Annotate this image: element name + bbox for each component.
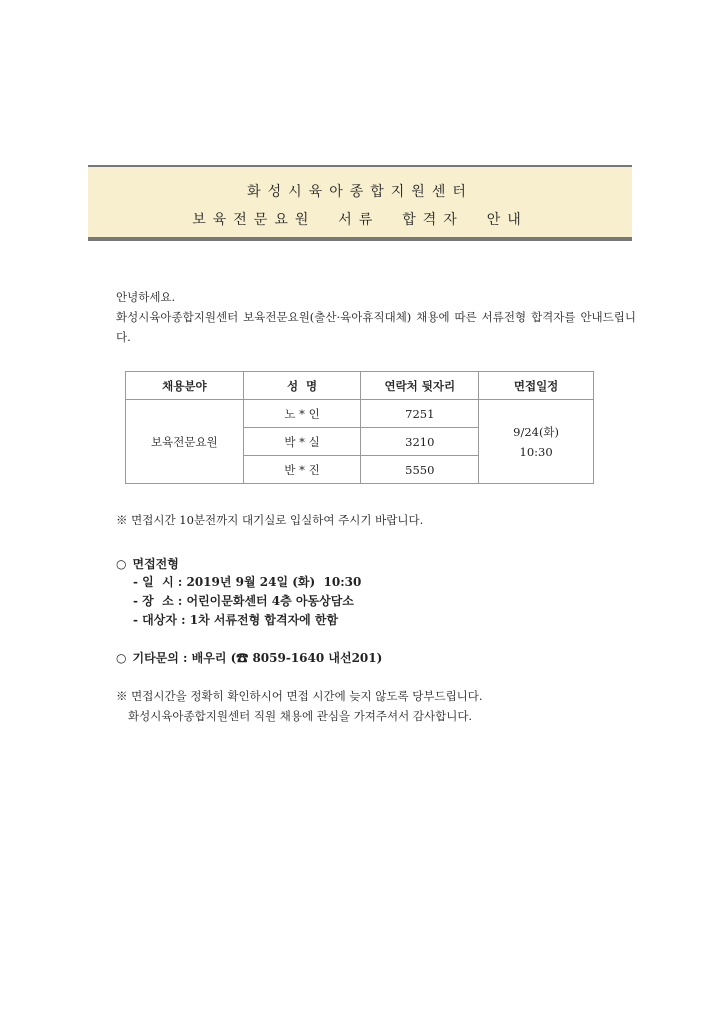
header-field: 채용분야 [126,372,244,400]
cell-phone: 5550 [361,456,479,484]
interview-section-heading [116,555,179,572]
cell-field: 보육전문요원 [126,400,244,484]
circle-bullet-icon: ○ [116,651,127,665]
cell-name: 박 * 실 [243,428,361,456]
arrival-notice: ※ 면접시간 10분전까지 대기실로 입실하여 주시기 바랍니다. [116,513,424,527]
footer-notice: ※ 면접시간을 정확히 확인하시어 면접 시간에 늦지 않도록 당부드립니다. [116,689,483,703]
cell-name: 반 * 진 [243,456,361,484]
footer-thanks: 화성시육아종합지원센터 직원 채용에 관심을 가져주셔서 감사합니다. [128,709,473,723]
cell-phone: 3210 [361,428,479,456]
interview-target-line: - 대상자 : 1차 서류전형 합격자에 한함 [133,613,339,627]
applicant-table [125,371,594,484]
title-line-2: 보육전문요원 서류 합격자 안내 [192,212,528,228]
title-line-1: 화성시육아종합지원센터 [247,184,473,200]
greeting: 안녕하세요. [116,290,176,304]
contact-line [116,649,382,666]
table-header-row [126,372,594,400]
contact-text: 기타문의 : 배우리 (☎ 8059-1640 내선201) [132,651,383,665]
interview-heading-text: 면접전형 [132,557,179,571]
interview-date-line: - 일 시 : 2019년 9월 24일 (화) 10:30 [133,575,362,589]
cell-schedule [479,400,594,484]
schedule-time: 10:30 [519,444,553,459]
title-box [88,165,632,241]
header-schedule: 면접일정 [479,372,594,400]
table-row [126,400,594,428]
cell-name: 노 * 인 [243,400,361,428]
cell-phone: 7251 [361,400,479,428]
interview-place-line: - 장 소 : 어린이문화센터 4층 아동상담소 [133,594,354,608]
circle-bullet-icon: ○ [116,557,127,571]
schedule-date: 9/24(화) [513,424,560,439]
intro-paragraph: 화성시육아종합지원센터 보육전문요원(출산·육아휴직대체) 채용에 따른 서류전형 합격자를 안내드립니다. [116,310,636,344]
header-phone: 연락처 뒷자리 [361,372,479,400]
header-name: 성 명 [243,372,361,400]
